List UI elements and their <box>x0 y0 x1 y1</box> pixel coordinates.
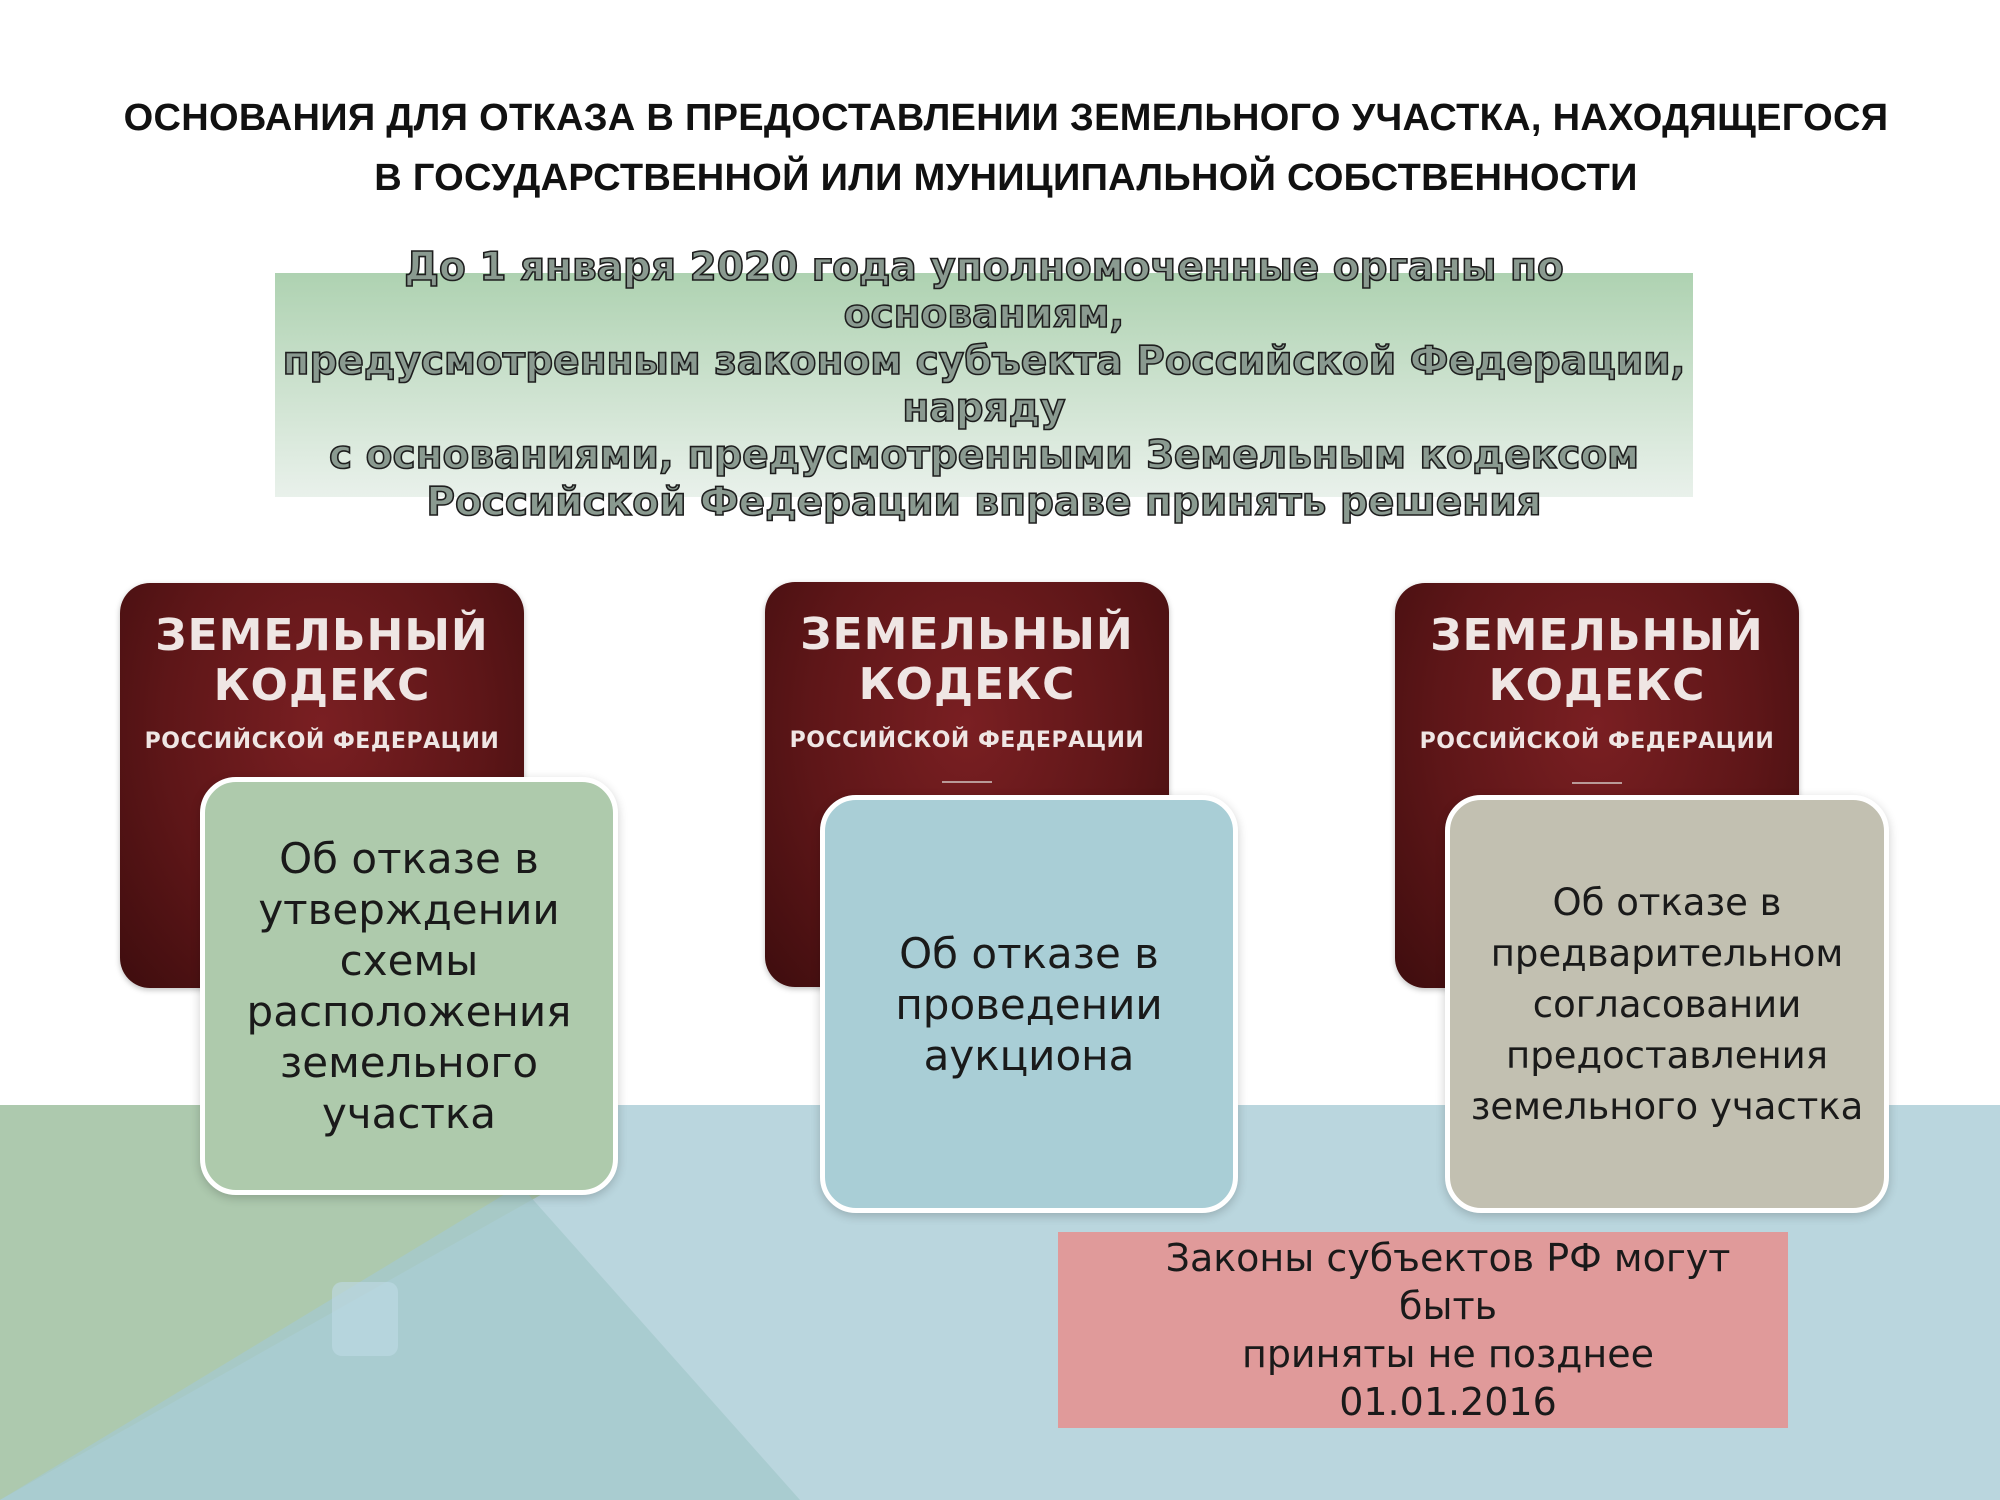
card-text-line: участка <box>321 1089 497 1138</box>
book-divider <box>942 781 992 783</box>
card-text-line: Об отказе в <box>899 928 1159 978</box>
card-text-line: Об отказе в <box>1552 880 1782 924</box>
slide-title-line-1: ОСНОВАНИЯ ДЛЯ ОТКАЗА В ПРЕДОСТАВЛЕНИИ ЗЕМЕЛЬНОГО УЧАСТКА, НАХОДЯЩЕГОСЯ <box>123 97 1889 139</box>
card-text-line: земельного участка <box>1470 1084 1864 1128</box>
note-line: Законы субъектов РФ могут быть <box>1165 1236 1731 1328</box>
slide-title <box>100 88 1912 208</box>
card-text-line: предоставления <box>1506 1033 1828 1077</box>
banner-line: До 1 января 2020 года уполномоченные органы по основаниям, <box>404 245 1564 337</box>
card-text-line: расположения <box>246 987 572 1036</box>
note-line: приняты не позднее 01.01.2016 <box>1241 1332 1655 1424</box>
card-text-line: проведении <box>895 979 1163 1029</box>
faded-emblem-icon <box>332 1282 398 1356</box>
card-refusal-preliminary-approval <box>1445 795 1889 1213</box>
book-title-line: КОДЕКС <box>858 659 1076 710</box>
banner-line: предусмотренным законом субъекта Российской Федерации, наряду <box>282 339 1686 431</box>
book-subtitle: РОССИЙСКОЙ ФЕДЕРАЦИИ <box>789 728 1145 753</box>
card-text-line: предварительном <box>1490 931 1844 975</box>
book-title-line: КОДЕКС <box>1488 660 1706 711</box>
card-text-line: земельного <box>279 1038 539 1087</box>
card-text-line: Об отказе в <box>279 834 539 883</box>
book-subtitle: РОССИЙСКОЙ ФЕДЕРАЦИИ <box>144 729 500 754</box>
card-text-line: утверждении <box>258 885 560 934</box>
banner-line: Российской Федерации вправе принять решения <box>426 480 1542 525</box>
book-title-line: КОДЕКС <box>213 660 431 711</box>
card-text-line: согласовании <box>1532 982 1802 1026</box>
intro-banner <box>275 245 1693 525</box>
deadline-note <box>1058 1232 1788 1428</box>
slide-title-line-2: В ГОСУДАРСТВЕННОЙ ИЛИ МУНИЦИПАЛЬНОЙ СОБСТВЕННОСТИ <box>374 157 1638 199</box>
card-text-line: схемы <box>339 936 479 985</box>
book-title-line: ЗЕМЕЛЬНЫЙ <box>800 609 1134 660</box>
book-subtitle: РОССИЙСКОЙ ФЕДЕРАЦИИ <box>1419 729 1775 754</box>
card-text-line: аукциона <box>923 1030 1135 1080</box>
banner-line: с основаниями, предусмотренными Земельным кодексом <box>328 433 1640 478</box>
card-refusal-auction <box>820 795 1238 1213</box>
book-title-line: ЗЕМЕЛЬНЫЙ <box>1430 610 1764 661</box>
book-divider <box>1572 782 1622 784</box>
card-refusal-scheme-approval <box>200 777 618 1195</box>
book-title-line: ЗЕМЕЛЬНЫЙ <box>155 610 489 661</box>
